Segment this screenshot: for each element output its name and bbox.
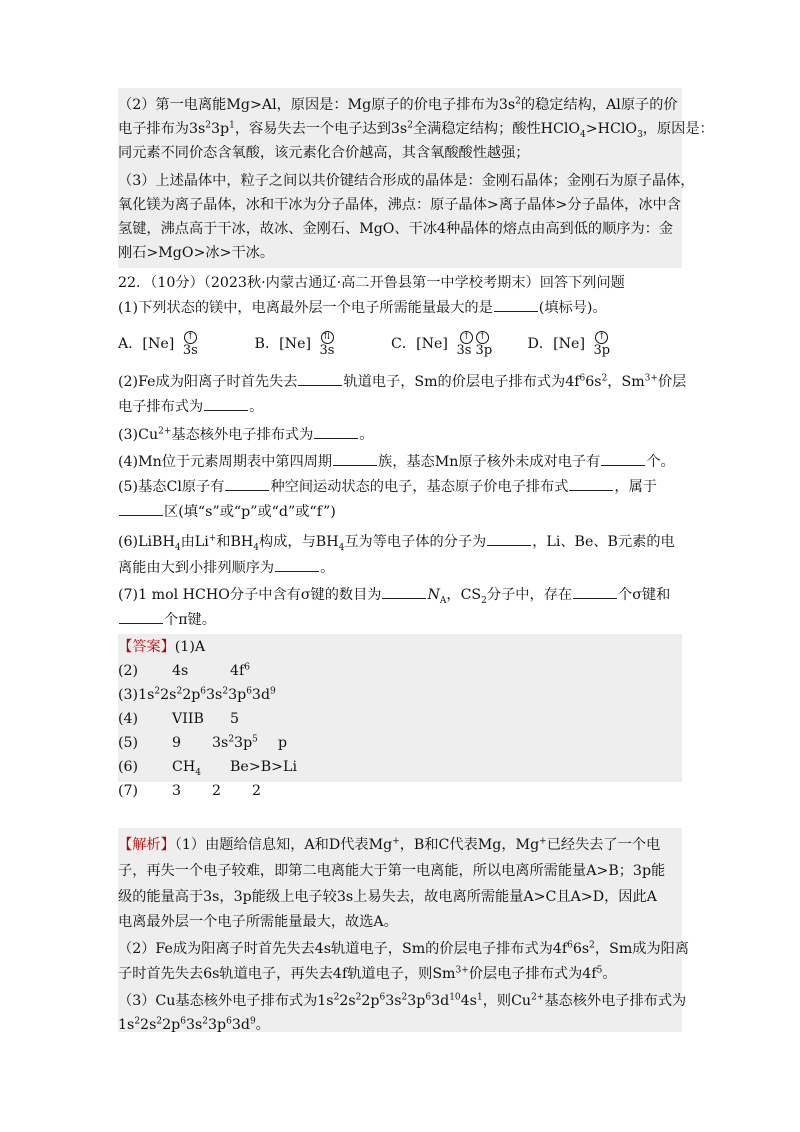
question-6-line-2: 离能由大到小排列顺序为 。: [118, 560, 335, 576]
answer-blank: [487, 533, 531, 546]
question-4: (4)Mn位于元素周期表中第四周期 族，基态Mn原子核外未成对电子有 个。: [118, 454, 675, 470]
question-1: (1)下列状态的镁中，电离最外层一个电子所需能量最大的是 (填标号)。: [118, 300, 607, 316]
paired-arrows-icon: ⇅: [321, 331, 334, 344]
answer-blank: [569, 478, 613, 491]
prev-line-3: 同元素不同价态含氧酸，该元素化合价越高，其含氧酸酸性越强；: [118, 145, 530, 161]
orbital-diagram: ↑ 3s: [182, 331, 198, 358]
analysis-line-2: 子，再失一个电子较难，即第二电离能大于第一电离能，所以电离所需能量A>B；3p能: [118, 863, 666, 879]
answer-line-5: (5) 9 $3s^23p^5$ p: [118, 734, 288, 751]
answer-blank: [225, 478, 269, 491]
answer-tag: 【答案】: [118, 639, 175, 655]
question-2-line-1: (2)Fe成为阳离子时首先失去 轨道电子，Sm的价层电子排布式为$4f^66s^2$，$Sm^{3+}$价层: [118, 373, 687, 390]
up-arrow-icon: ↑: [460, 331, 473, 344]
option-c: C．[Ne] ↑ ↑ 3s 3p: [391, 331, 493, 358]
analysis-line-5: （2）Fe成为阳离子时首先失去4s轨道电子，Sm的价层电子排布式为$4f^66s^2$，Sm成为阳离: [118, 940, 690, 957]
question-header: 22．（10分）（2023秋·内蒙古通辽·高二开鲁县第一中学校考期末）回答下列问题: [118, 275, 625, 291]
analysis-line-7: （3）Cu基态核外电子排布式为$1s^22s^22p^63s^23p^63d^{10}4s^1$，则$Cu^{2+}$基态核外电子排布式为: [118, 992, 687, 1009]
prev-line-6: 氢键，沸点高于干冰，故冰、金刚石、MgO、干冰4种晶体的熔点由高到低的顺序为：金: [118, 221, 674, 237]
answer-blank: [119, 611, 163, 624]
answer-blank: [601, 453, 645, 466]
question-6-line-1: (6)LiBH$_4$由Li+和$BH_4$构成，与$BH_4$互为等电子体的分子为 ，Li、Be、B元素的电: [118, 533, 675, 553]
analysis-tag: 【解析】: [118, 837, 175, 853]
answer-blank: [333, 453, 377, 466]
question-7-line-2: 个π键。: [118, 611, 682, 629]
answer-blank: [298, 373, 342, 386]
orbital-diagram: ⇅ 3s: [319, 331, 335, 358]
options-row: [118, 326, 682, 362]
prev-line-1: （2）第一电离能Mg>Al，原因是：Mg原子的价电子排布为$3s^2$的稳定结构，Al原子的价: [118, 96, 678, 113]
question-2-line-2: 电子排布式为 。: [118, 399, 264, 415]
answer-line-6: (6) $CH_4$ Be>B>Li: [118, 759, 297, 778]
analysis-line-3: 级的能量高于3s，3p能级上电子较3s上易失去，故电离所需能量A>C且A>D，因此A: [118, 889, 657, 905]
answer-line-1: 【答案】(1)A: [118, 639, 206, 655]
analysis-line-1: 【解析】（1）由题给信息知，A和D代表Mg+，B和C代表Mg，Mg+已经失去了一个电: [118, 836, 661, 853]
answer-blank: [204, 398, 248, 411]
orbital-diagram: ↑ ↑ 3s 3p: [456, 331, 493, 358]
answer-blank: [382, 586, 426, 599]
option-b: B．[Ne] ⇅ 3s: [254, 331, 335, 358]
question-5-line-1: (5)基态Cl原子有 种空间运动状态的电子，基态原子价电子排布式 ，属于: [118, 479, 657, 495]
question-5-line-2: 区(填“s”或“p”或“d”或“f”): [118, 503, 682, 521]
answer-line-2: (2) 4s $4f^6$: [118, 662, 251, 679]
prev-line-2: 电子排布为$3s^23p^1$，容易失去一个电子达到$3s^2$全满稳定结构；酸性HClO$_4$>HClO$_3$，原因是：: [118, 120, 714, 140]
up-arrow-icon: ↑: [476, 331, 489, 344]
up-arrow-icon: ↑: [184, 331, 197, 344]
question-3: $(3)Cu^{2+}$基态核外电子排布式为 。: [118, 426, 374, 443]
answer-blank: [275, 559, 319, 572]
option-d: D．[Ne] ↑ 3p: [527, 331, 611, 358]
question-7-line-1: (7)1 mol HCHO分子中含有σ键的数目为 $N_A$，$CS_2$分子中，存在 个σ键和: [118, 587, 671, 606]
analysis-line-4: 电离最外层一个电子所需能量最大，故选A。: [118, 914, 398, 930]
answer-line-4: (4) VIIB 5: [118, 711, 240, 727]
prev-line-7: 刚石>MgO>冰>干冰。: [118, 245, 275, 261]
analysis-line-8: $1s^22s^22p^63s^23p^63d^9$。: [118, 1016, 270, 1033]
answer-blank: [573, 586, 617, 599]
prev-line-4: （3）上述晶体中，粒子之间以共价键结合形成的晶体是：金刚石晶体；金刚石为原子晶体，: [118, 173, 695, 189]
answer-blank: [494, 299, 538, 312]
analysis-line-6: 子时首先失去6s轨道电子，再失去4f轨道电子，则$Sm^{3+}$价层电子排布式为$4f^5$。: [118, 965, 617, 982]
up-arrow-icon: ↑: [595, 331, 608, 344]
orbital-diagram: ↑ 3p: [593, 331, 611, 358]
answer-line-3: $(3)1s^22s^22p^63s^23p^63d^9$: [118, 686, 276, 703]
answer-line-7: (7) 3 2 2: [118, 783, 262, 799]
prev-line-5: 氧化镁为离子晶体，冰和干冰为分子晶体，沸点：原子晶体>离子晶体>分子晶体，冰中含: [118, 197, 681, 213]
option-a: A．[Ne] ↑ 3s: [118, 331, 198, 358]
answer-blank: [119, 503, 163, 516]
answer-blank: [314, 426, 358, 439]
